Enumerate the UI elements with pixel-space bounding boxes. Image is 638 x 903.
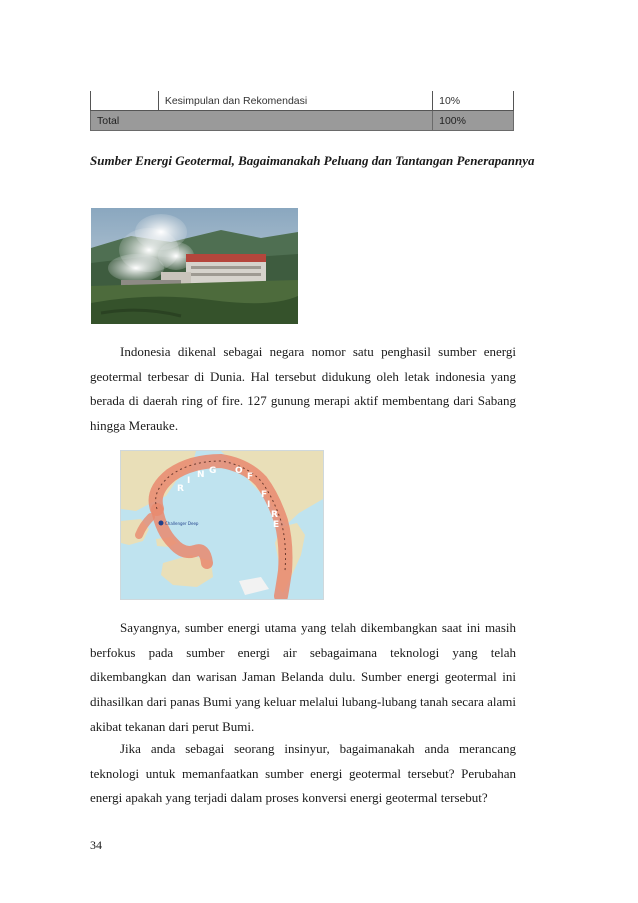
score-table [90,91,514,131]
map-letter: E [273,520,280,530]
map-letter: N [197,470,205,480]
map-letter: F [261,490,268,500]
geothermal-plant-photo [91,208,298,324]
map-letter: G [209,466,217,476]
table-cell-value: 100% [433,111,514,131]
table-cell-empty [91,91,159,111]
map-letter: R [271,510,278,520]
table-row [91,91,514,111]
map-letter: F [247,472,254,482]
paragraph: Jika anda sebagai seorang insinyur, bagaimanakah anda merancang teknologi untuk memanfaatkan sumber energi geotermal tersebut? Perubahan energi apakah yang terjadi dalam proses konversi energi geotermal tersebut? [90,741,516,806]
table-cell-value: 10% [433,91,514,111]
paragraph: Indonesia dikenal sebagai negara nomor satu penghasil sumber energi geotermal terbesar di Dunia. Hal tersebut didukung oleh letak indonesia yang berada di daerah ring of fire. 127 gunung merapi aktif membentang dari Sabang hingga Merauke. [90,344,516,434]
map-letter: O [235,466,243,476]
map-letter: I [267,500,271,510]
table-cell-label: Total [91,111,433,131]
table-cell-label: Kesimpulan dan Rekomendasi [158,91,432,111]
map-letter: I [187,476,191,486]
map-letter: R [177,484,184,494]
map-trench-label: Challenger Deep [165,521,199,526]
section-heading: Sumber Energi Geotermal, Bagaimanakah Peluang dan Tantangan Penerapannya [90,153,535,168]
table-row-total [91,111,514,131]
paragraph: Sayangnya, sumber energi utama yang telah dikembangkan saat ini masih berfokus pada sumber energi air sebagaimana teknologi yang telah dikembangkan dan warisan Jaman Belanda dulu. Sumber energi geotermal ini dihasilkan dari panas Bumi yang keluar melalui lubang-lubang tanah secara alami akibat tekanan dari perut Bumi. [90,620,516,734]
page-number: 34 [90,838,102,852]
ring-of-fire-map [120,450,324,600]
